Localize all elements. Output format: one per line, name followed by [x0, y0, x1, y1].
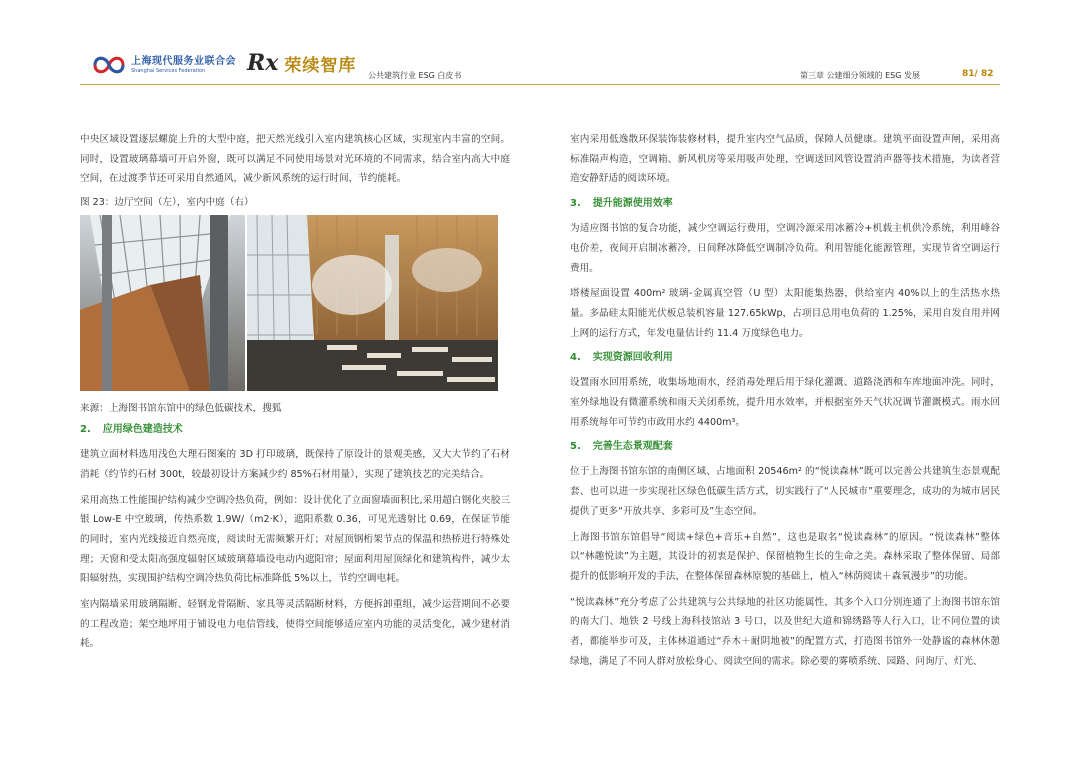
- paragraph: 采用高热工性能围护结构减少空调冷热负荷，例如：设计优化了立面窗墙面积比,采用超白钢化夹胶三银 Low-E 中空玻璃，传热系数 1.9W/（m2·K），遮阳系数 0.36，可见光透射比 0.69，在保证节能的同时，室内光线接近自然亮度，阅读时无需频繁开灯；对屋顶钢桁架节点的保温和热桥进行特殊处理；天窗和受太阳高强度辐射区域玻璃幕墙设电动内遮阳帘；屋面利用屋顶绿化和建筑构件，减少太阳辐射热，实现围护结构空调冷热负荷比标准降低 5%以上，节约空调电耗。: [80, 494, 510, 585]
- chapter-title: 第三章 公建细分领域的 ESG 发展: [800, 71, 920, 80]
- section-heading: [80, 421, 510, 438]
- paragraph: 上海图书馆东馆倡导“阅读+绿色+音乐+自然”，这也是取名“悦读森林”的原因。“悦读森林”整体以“林趣悦读”为主题，其设计的初衷是保护、保留植物生长的生命之美。森林采取了整体保留、局部提升的低影响开发的手法，在整体保留森林原貌的基础上，植入“林荫阅读＋森氧漫步”的功能。: [570, 531, 1000, 582]
- photo-atrium: [247, 215, 498, 391]
- section-title: 应用绿色建造技术: [102, 424, 183, 436]
- page-number: 81/ 82: [962, 69, 994, 79]
- section-number: 5.: [570, 441, 581, 453]
- page-header: [0, 0, 1080, 100]
- paragraph: 中央区域设置逐层螺旋上升的大型中庭，把天然光线引入室内建筑核心区域，实现室内丰富的空间。同时，设置玻璃幕墙可开启外窗，既可以满足不同使用场景对光环境的不同需求，结合室内高大中庭空间，在过渡季节还可采用自然通风，减少新风系统的运行时间，节约能耗。: [80, 134, 510, 185]
- right-column: [570, 130, 1000, 677]
- photo-side-hall: [80, 215, 245, 391]
- section-title: 实现资源回收利用: [592, 352, 673, 364]
- federation-name-en: Shanghai Services Federation: [131, 67, 206, 74]
- paragraph: 塔楼屋面设置 400m² 玻璃-金属真空管（U 型）太阳能集热器，供给室内 40%以上的生活热水热量。多晶硅太阳能光伏板总装机容量 127.65kWp，占项目总用电负荷的 1.25%，采用自发自用并网上网的运行方式，年发电量估计约 11.4 万度绿色电力。: [570, 288, 1000, 339]
- left-column: [80, 130, 510, 660]
- header-divider: [80, 84, 1000, 85]
- brand-mark: Rx: [247, 50, 279, 76]
- figure-caption: 图 23：边厅空间（左），室内中庭（右）: [80, 197, 254, 209]
- section-title: 完善生态景观配套: [592, 441, 673, 453]
- section-number: 4.: [570, 352, 581, 364]
- paragraph: 位于上海图书馆东馆的南侧区域、占地面积 20546m² 的“悦读森林”既可以完善公共建筑生态景观配套、也可以进一步实现社区绿色低碳生活方式，切实践行了“人民城市”重要理念，成功的为城市居民提供了更多“开放共享、多彩可及”生态空间。: [570, 466, 1000, 517]
- brand-logo: [247, 50, 356, 76]
- paragraph: 为适应图书馆的复合功能，减少空调运行费用，空调冷源采用冰蓄冷+机载主机供冷系统，利用峰谷电价差，夜间开启制冰蓄冷，日间释冰降低空调制冷负荷。利用智能化能源管理，实现节省空调运行费用。: [570, 223, 1000, 274]
- section-heading: [570, 438, 1000, 455]
- paragraph: 建筑立面材料选用浅色大理石图案的 3D 打印玻璃，既保持了原设计的景观美感，又大大节约了石材消耗（约节约石材 300t，较最初设计方案减少约 85%石材用量），实现了建筑技艺的完美结合。: [80, 449, 510, 480]
- section-heading: [570, 195, 1000, 212]
- federation-logo: [92, 52, 236, 78]
- paragraph: “悦读森林”充分考虑了公共建筑与公共绿地的社区功能属性，其多个入口分别连通了上海图书馆东馆的南大门、地铁 2 号线上海科技馆站 3 号口，以及世纪大道和锦绣路等人行入口，让不同位置的读者，都能举步可及，主体林道通过“乔木＋耐阴地被”的配置方式，打造图书馆外一处静谧的森林休憩绿地，满足了不同人群对放松身心、阅读空间的需求。除必要的雾喷系统、园路、问询厅、灯光、: [570, 596, 1000, 667]
- section-number: 2.: [80, 424, 91, 436]
- section-title: 提升能源使用效率: [592, 198, 673, 210]
- section-number: 3.: [570, 198, 581, 210]
- federation-emblem-icon: [92, 52, 126, 78]
- paragraph: 室内隔墙采用玻璃隔断、轻钢龙骨隔断、家具等灵活隔断材料，方便拆卸重组，减少运营期间不必要的工程改造；架空地坪用于铺设电力电信管线，使得空间能够适应室内功能的灵活变化，减少建材消耗。: [80, 599, 510, 650]
- figure-photos: [80, 215, 498, 391]
- federation-name-cn: 上海现代服务业联合会: [131, 55, 236, 67]
- brand-name: 荣续智库: [284, 55, 357, 76]
- figure-source: 来源：上海图书馆东馆中的绿色低碳技术，搜狐: [80, 403, 282, 415]
- paragraph: 室内采用低逸散环保装饰装修材料，提升室内空气品质，保障人员健康。建筑平面设置声闸，采用高标准隔声构造，空调箱、新风机房等采用吸声处理，空调送回风管设置消声器等技术措施，为读者营造安静舒适的阅读环境。: [570, 134, 1000, 185]
- section-heading: [570, 349, 1000, 366]
- paragraph: 设置雨水回用系统，收集场地雨水，经消毒处理后用于绿化灌溉、道路浇洒和车库地面冲洗。同时，室外绿地设有微灌系统和雨天关闭系统，提升用水效率，并根据室外天气状况调节灌溉模式。雨水回用系统每年可节约市政用水约 4400m³。: [570, 377, 1000, 428]
- document-title: 公共建筑行业 ESG 白皮书: [368, 71, 462, 80]
